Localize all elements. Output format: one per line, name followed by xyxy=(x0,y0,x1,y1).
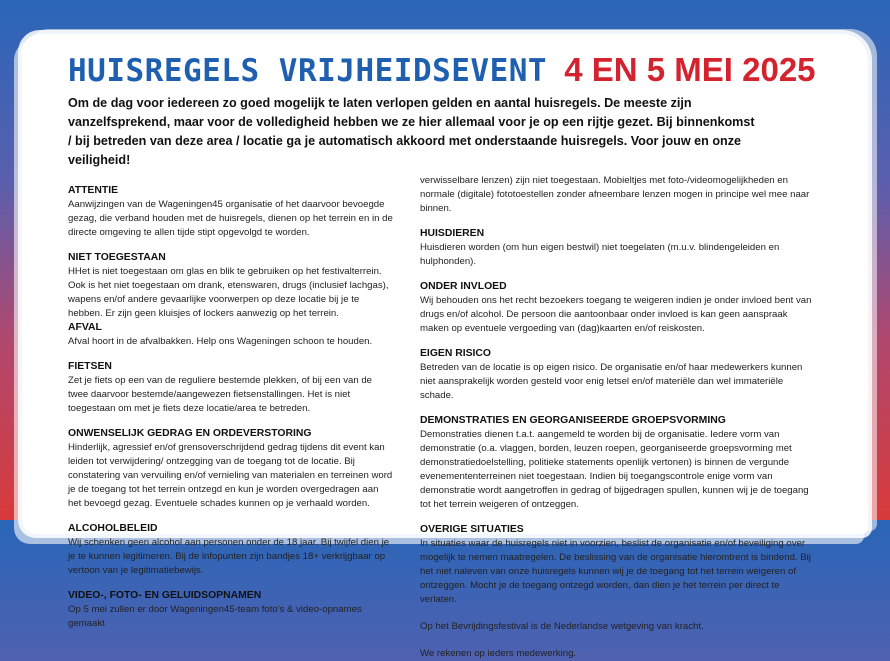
section-title: AFVAL xyxy=(68,322,102,333)
closing-cooperation: We rekenen op ieders medewerking. xyxy=(420,648,577,659)
section-body: Op 5 mei zullen er door Wageningen45-team foto's & video-opnames gemaakt xyxy=(68,604,362,629)
section-title: ALCOHOLBELEID xyxy=(68,523,158,534)
section-niet-toegestaan xyxy=(68,251,394,321)
section-body: Aanwijzingen van de Wageningen45 organisatie of het daarvoor bevoegde gezag, die verband houden met de huisregels, dienen op het terrein en in de directe omgeving te allen tijde stipt opgevolgd te worden. xyxy=(68,199,393,238)
section-eigen-risico xyxy=(420,347,816,403)
house-rules-document xyxy=(68,50,828,661)
section-body: Wij behouden ons het recht bezoekers toegang te weigeren indien je onder invloed bent van drugs en/of alcohol. De persoon die aantoonbaar onder invloed is kan geen aanspraak maken op eventuele vergoeding van (dag)kaarten en/of reiskosten. xyxy=(420,295,812,334)
section-body: HHet is niet toegestaan om glas en blik te gebruiken op het festivalterrein. Ook is het niet toegestaan om drank, etenswaren, drugs (inclusief lachgas), wapens en/of andere gevaarlijke voorwerpen op deze locatie bij je te hebben. Er zijn geen kluisjes of lockers aanwezig op het terrein. xyxy=(68,266,389,319)
section-body: In situaties waar de huisregels niet in voorzien, beslist de organisatie en/of beveiliging over mogelijk te nemen maatregelen. De beslissing van de organisatie hieromtrent is bindend. Bij het niet naleven van onze huisregels kunnen wij je de toegang tot het terrein weigeren of ontzeggen. Mocht je de toegang ontzegd worden, dan dien je het terrein per direct te verlaten. xyxy=(420,538,811,605)
section-title: ONWENSELIJK GEDRAG EN ORDEVERSTORING xyxy=(68,428,312,439)
section-demonstraties xyxy=(420,414,816,512)
right-column xyxy=(420,174,816,661)
section-title: OVERIGE SITUATIES xyxy=(420,524,524,535)
section-body: Betreden van de locatie is op eigen risico. De organisatie en/of haar medewerkers kunnen niet aansprakelijk worden gesteld voor enig letsel en/of materiële dan wel immateriële schade. xyxy=(420,362,803,401)
title-date: 4 EN 5 MEI 2025 xyxy=(564,51,816,88)
rules-columns xyxy=(68,175,828,661)
section-body: Hinderlijk, agressief en/of grensoverschrijdend gedrag tijdens dit event kan leiden tot verwijdering/ ontzegging van de toegang tot de locatie. Bij constatering van vervuiling en/of vernieling van materialen en terreinen word je de toegang tot het terrein ontzegd en kun je worden overgedragen aan het bevoegd gezag. Eventuele schades kunnen op je verhaald worden. xyxy=(68,442,393,509)
section-body: Zet je fiets op een van de reguliere bestemde plekken, of bij een van de twee daarvoor bestemde/aangewezen fietsenstallingen. Het is niet toegestaan om met je fiets deze locatie/area te betreden. xyxy=(68,375,372,414)
section-title: VIDEO-, FOTO- EN GELUIDSOPNAMEN xyxy=(68,590,262,601)
section-title: ONDER INVLOED xyxy=(420,281,507,292)
section-body: Wij schenken geen alcohol aan personen onder de 18 jaar. Bij twijfel dien je je te kunnen legitimeren. Bij de infopunten zijn bandjes 18+ verkrijgbaar op vertoon van je legitimatiebewijs. xyxy=(68,537,390,576)
section-afval xyxy=(68,321,394,349)
section-onwenselijk-gedrag xyxy=(68,427,394,511)
title-main: HUISREGELS VRIJHEIDSEVENT xyxy=(68,53,548,89)
left-column xyxy=(68,184,394,661)
section-onder-invloed xyxy=(420,280,816,336)
section-body: verwisselbare lenzen) zijn niet toegestaan. Mobieltjes met foto-/videomogelijkheden en normale (digitale) fototoestellen zonder afneembare lenzen mogen in principe wel mee naar binnen. xyxy=(420,175,810,214)
section-video-continued xyxy=(420,174,816,216)
intro-text: Om de dag voor iedereen zo goed mogelijk te laten verlopen gelden en aantal huisregels. De meeste zijn vanzelfsprekend, maar voor de volledigheid hebben we ze hier allemaal voor je op een rijtje gezet. Bij binnenkomst / bij betreden van deze area / locatie ga je automatisch akkoord met onderstaande huisregels. Voor jouw en onze veiligheid! xyxy=(68,96,755,167)
section-video-foto-geluid xyxy=(68,589,394,631)
section-title: HUISDIEREN xyxy=(420,228,485,239)
section-overige-situaties xyxy=(420,523,816,607)
section-body: Demonstraties dienen t.a.t. aangemeld te worden bij de organisatie. Iedere vorm van demonstratie (o.a. vlaggen, borden, leuzen roepen, georganiseerde groepsvorming met demonstratiedoelstelling, politieke statements openlijk vertonen) is binnen de vergunde evenemententerreinen niet toegestaan. Indien bij toegangscontrole enige vorm van demonstratie wordt aangetroffen in gedrag of bijgedragen spullen, kunnen wij je de toegang tot het terrein weigeren of ontzeggen. xyxy=(420,429,809,510)
section-title: ATTENTIE xyxy=(68,185,119,196)
section-body: Afval hoort in de afvalbakken. Help ons Wageningen schoon te houden. xyxy=(68,336,373,347)
section-huisdieren xyxy=(420,227,816,269)
section-fietsen xyxy=(68,360,394,416)
section-title: EIGEN RISICO xyxy=(420,348,492,359)
section-alcoholbeleid xyxy=(68,522,394,578)
section-title: NIET TOEGESTAAN xyxy=(68,252,166,263)
closing-law-note: Op het Bevrijdingsfestival is de Nederlandse wetgeving van kracht. xyxy=(420,621,704,632)
section-title: DEMONSTRATIES EN GEORGANISEERDE GROEPSVORMING xyxy=(420,415,726,426)
section-body: Huisdieren worden (om hun eigen bestwil) niet toegelaten (m.u.v. blindengeleiden en hulphonden). xyxy=(420,242,780,267)
section-title: FIETSEN xyxy=(68,361,112,372)
section-attentie xyxy=(68,184,394,240)
page-title xyxy=(68,50,828,90)
